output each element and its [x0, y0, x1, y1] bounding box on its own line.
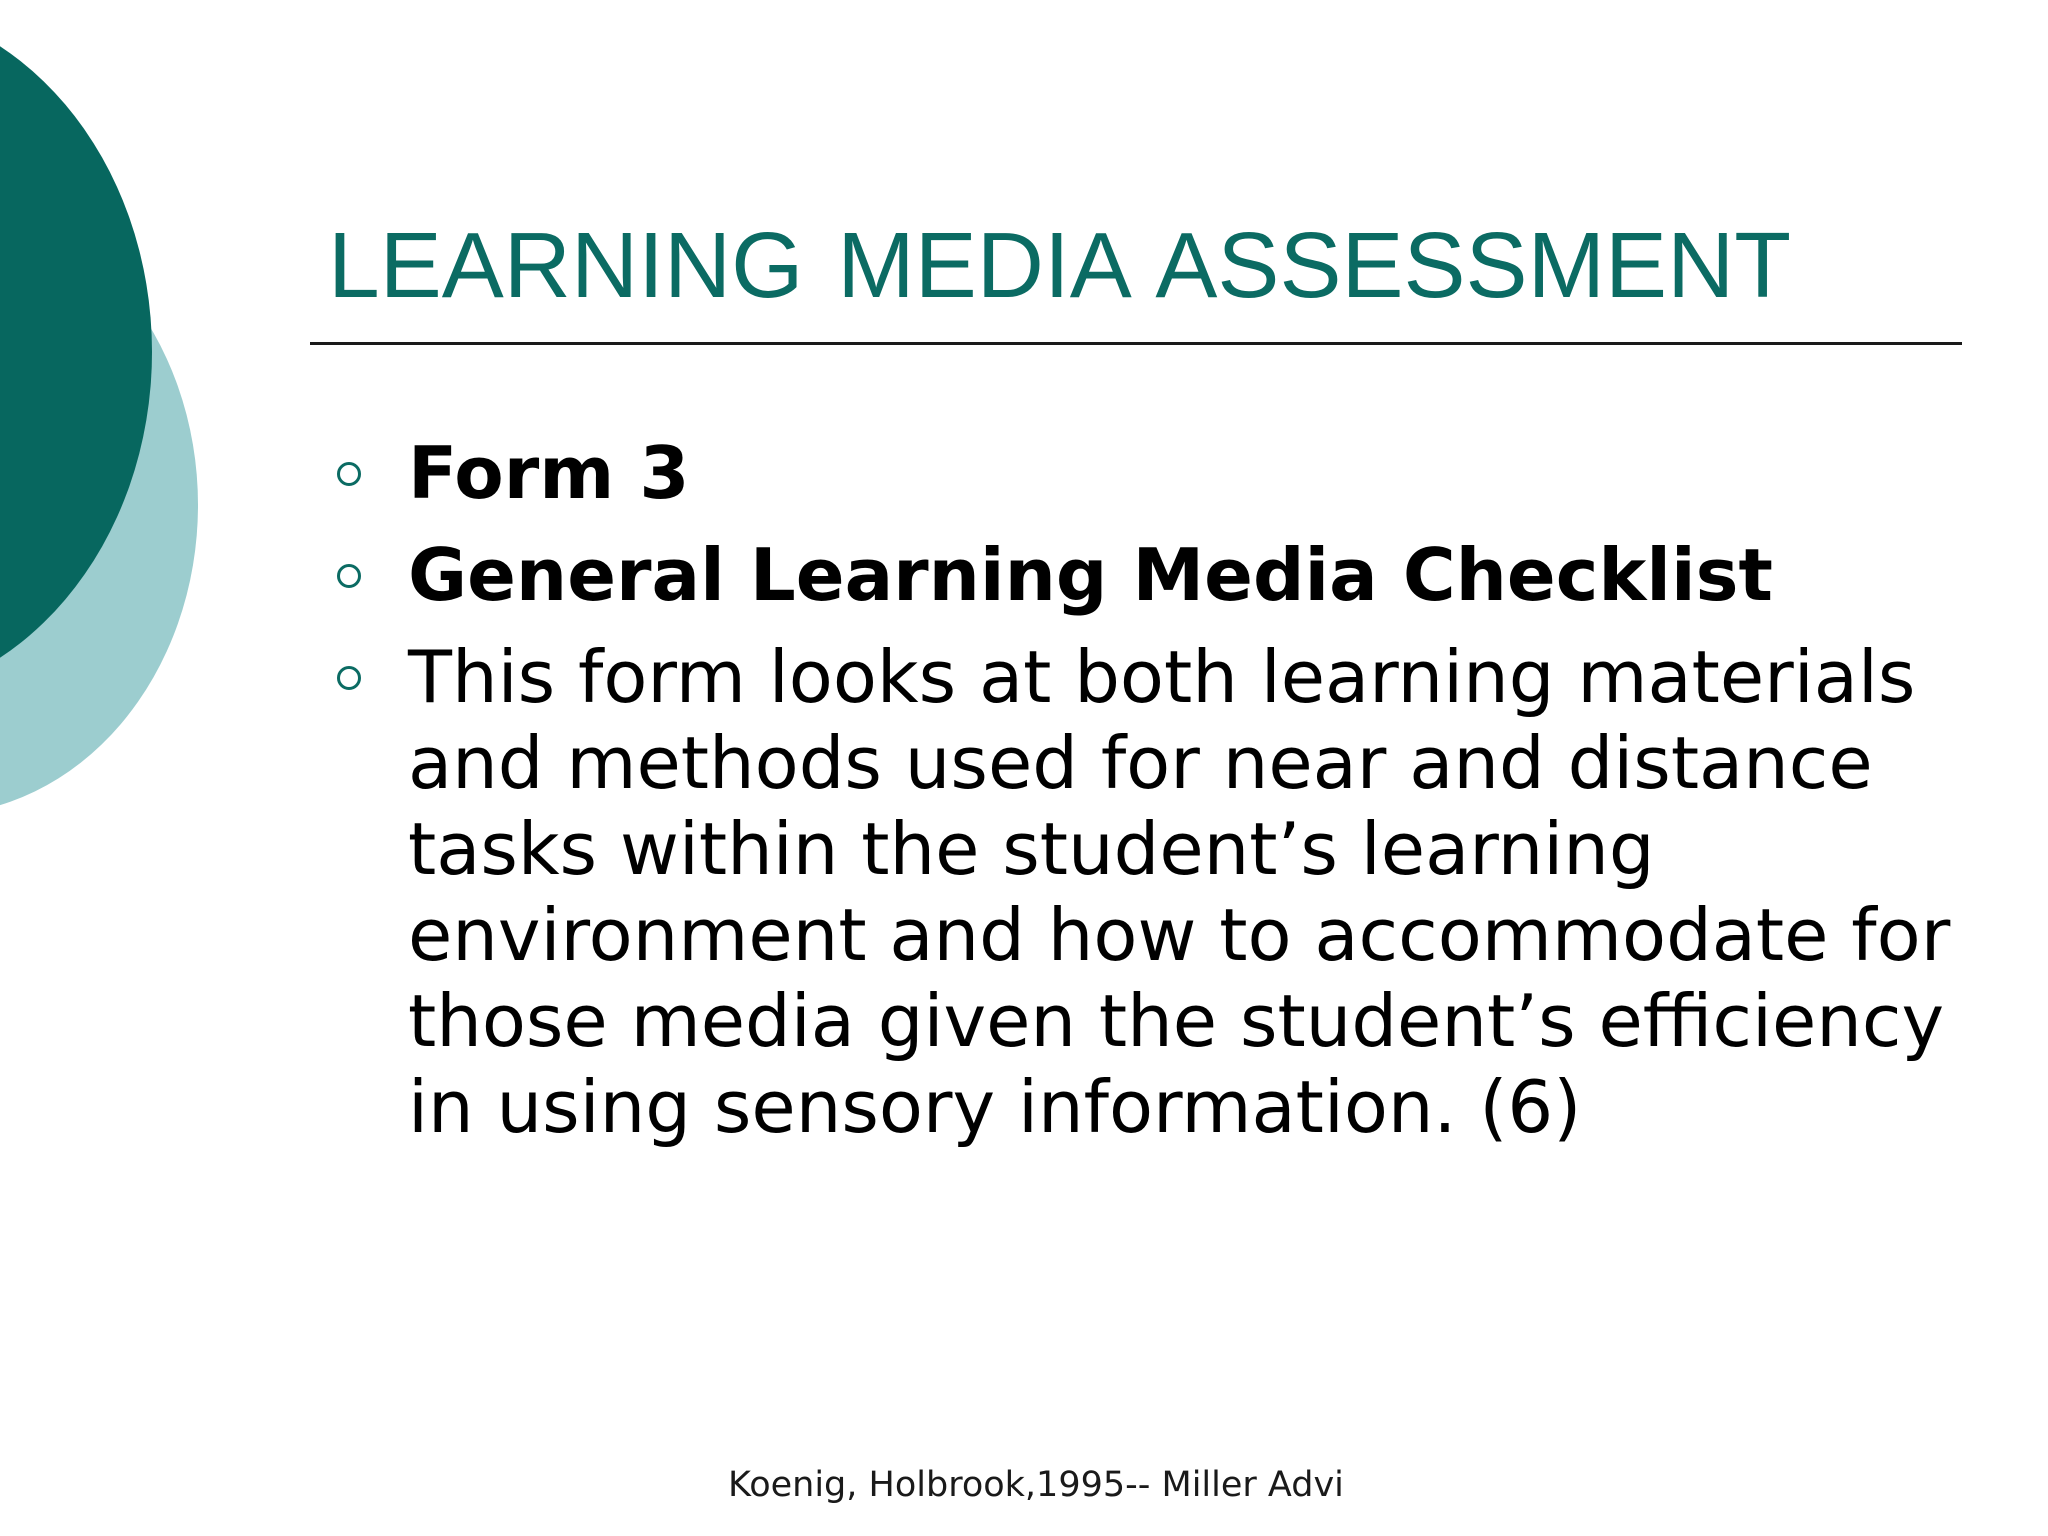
hollow-circle-icon: [337, 564, 361, 588]
bullet-item-checklist-name: [330, 532, 1970, 618]
bullet-text: Form 3: [408, 431, 690, 515]
hollow-circle-icon: [337, 666, 361, 690]
slide-title: LEARNING MEDIA ASSESSMENT: [328, 213, 1792, 317]
bullet-text: This form looks at both learning materials and methods used for near and distance tasks within the student’s learning environment and how to accommodate for those media given the student’s efficiency in using sensory information. (6): [408, 635, 1951, 1149]
hollow-circle-icon: [337, 462, 361, 486]
title-divider: [310, 342, 1962, 345]
bullet-text: General Learning Media Checklist: [408, 533, 1773, 617]
bullet-item-description: [330, 634, 1970, 1150]
slide-footer: Koenig, Holbrook,1995-- Miller Advi: [728, 1465, 1344, 1505]
bullet-item-form-number: [330, 430, 1970, 516]
bullet-list: [330, 430, 1970, 1166]
